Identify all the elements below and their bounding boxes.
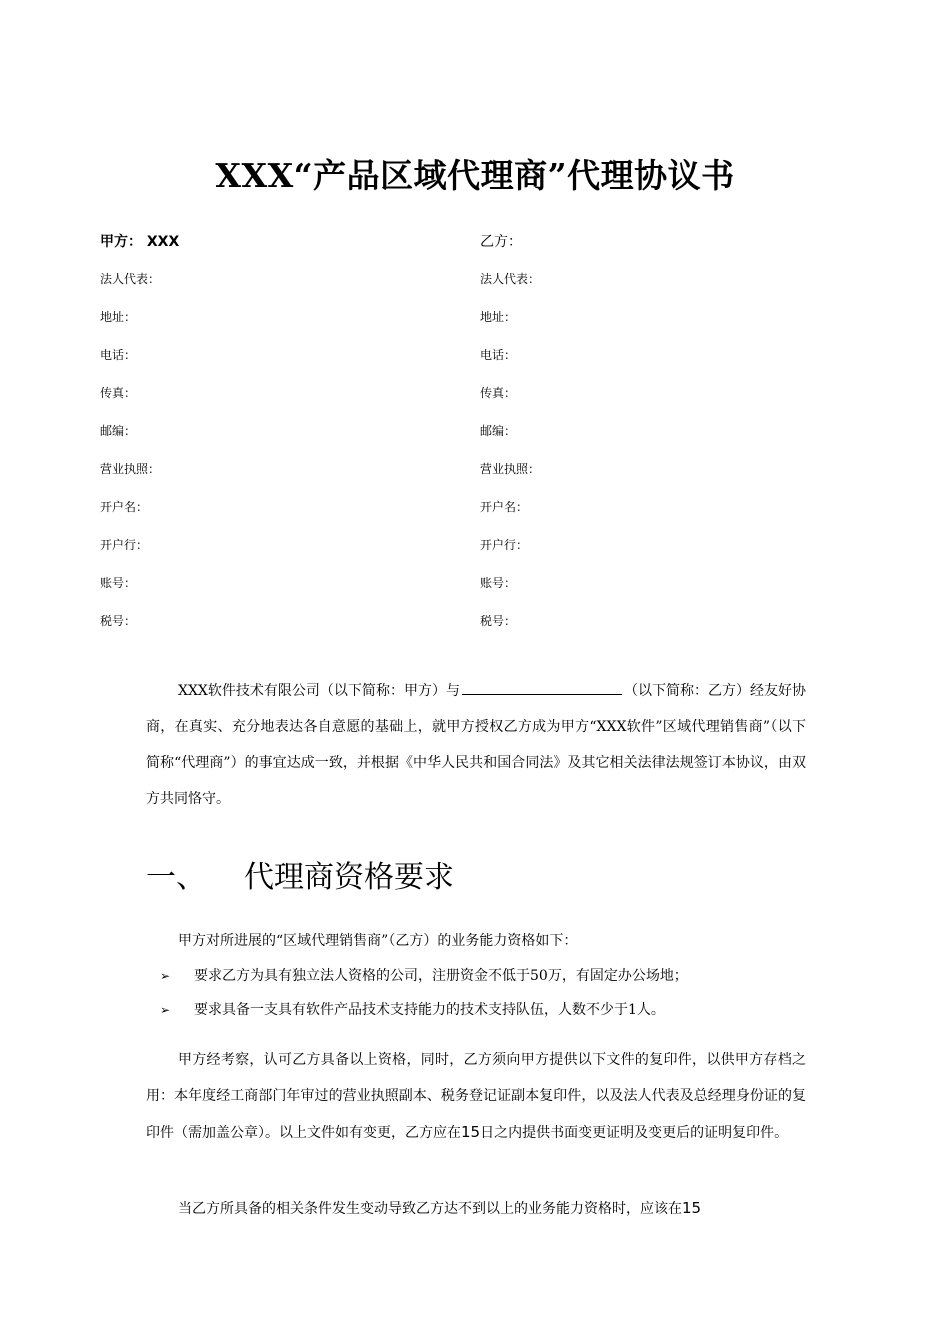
party-b-heading: 乙方： bbox=[480, 234, 522, 250]
party-b-field: 邮编： bbox=[480, 424, 517, 438]
party-a-field: 开户名： bbox=[100, 500, 149, 514]
party-b-field: 传真： bbox=[480, 386, 517, 400]
days-number: 15 bbox=[461, 1123, 481, 1141]
documents-paragraph bbox=[146, 1042, 806, 1151]
party-b-name-blank bbox=[462, 676, 622, 695]
party-a-heading: 甲方： XXX bbox=[100, 234, 180, 250]
intro-text-start: XXX软件技术有限公司（以下简称：甲方）与 bbox=[178, 683, 460, 699]
section-heading bbox=[146, 852, 454, 896]
change-paragraph bbox=[146, 1190, 806, 1227]
list-item bbox=[160, 993, 810, 1027]
document-title: XXX“产品区域代理商”代理协议书 bbox=[215, 156, 735, 195]
party-a-field: 传真： bbox=[100, 386, 137, 400]
list-item-text: 要求乙方为具有独立法人资格的公司，注册资金不低于50万，有固定办公场地； bbox=[194, 968, 688, 984]
party-b-field: 电话： bbox=[480, 348, 517, 362]
party-a-field: 开户行： bbox=[100, 538, 149, 552]
list-item-text: 要求具备一支具有软件产品技术支持能力的技术支持队伍，人数不少于1人。 bbox=[194, 1002, 665, 1018]
party-b-field: 地址： bbox=[480, 310, 517, 324]
party-a-field: 税号： bbox=[100, 614, 137, 628]
party-b-field: 开户行： bbox=[480, 538, 529, 552]
change-text: 当乙方所具备的相关条件发生变动导致乙方达不到以上的业务能力资格时，应该在 bbox=[178, 1201, 682, 1217]
requirements-intro: 甲方对所进展的“区域代理销售商”（乙方）的业务能力资格如下： bbox=[178, 933, 578, 949]
days-number: 15 bbox=[682, 1199, 702, 1217]
party-b-field: 账号： bbox=[480, 576, 517, 590]
party-b-field: 开户名： bbox=[480, 500, 529, 514]
party-b-field: 法人代表： bbox=[480, 272, 541, 286]
party-b-field: 税号： bbox=[480, 614, 517, 628]
party-a-field: 法人代表： bbox=[100, 272, 161, 286]
arrow-bullet-icon: ➢ bbox=[160, 969, 171, 983]
party-a-field: 地址： bbox=[100, 310, 137, 324]
intro-paragraph bbox=[146, 673, 806, 817]
section-title: 代理商资格要求 bbox=[244, 860, 454, 895]
party-b-field: 营业执照： bbox=[480, 462, 541, 476]
party-a-field: 账号： bbox=[100, 576, 137, 590]
intro-text-rest: （以下简称：乙方）经友好协商，在真实、充分地表达各自意愿的基础上，就甲方授权乙方成为甲方“XXX软件”区域代理销售商”（以下简称“代理商”）的事宜达成一致，并根据《中华人民共和国合同法》及其它相关法律法规签订本协议，由双方共同恪守。 bbox=[146, 683, 807, 807]
party-a-block bbox=[100, 230, 460, 634]
party-a-field: 电话： bbox=[100, 348, 137, 362]
party-a-field: 营业执照： bbox=[100, 462, 161, 476]
requirements-list bbox=[160, 959, 810, 1027]
section-number: 一、 bbox=[146, 860, 206, 895]
documents-text: 甲方经考察，认可乙方具备以上资格，同时，乙方须向甲方提供以下文件的复印件，以供甲方存档之用：本年度经工商部门年审过的营业执照副本、税务登记证副本复印件，以及法人代表及总经理身份证的复印件（需加盖公章）。以上文件如有变更，乙方应在 bbox=[146, 1052, 806, 1141]
list-item bbox=[160, 959, 810, 993]
party-a-field: 邮编： bbox=[100, 424, 137, 438]
party-b-block bbox=[480, 230, 840, 634]
party-a-fields bbox=[100, 254, 460, 634]
arrow-bullet-icon: ➢ bbox=[160, 1003, 171, 1017]
documents-text-end: 日之内提供书面变更证明及变更后的证明复印件。 bbox=[480, 1125, 789, 1141]
party-b-fields bbox=[480, 254, 840, 634]
